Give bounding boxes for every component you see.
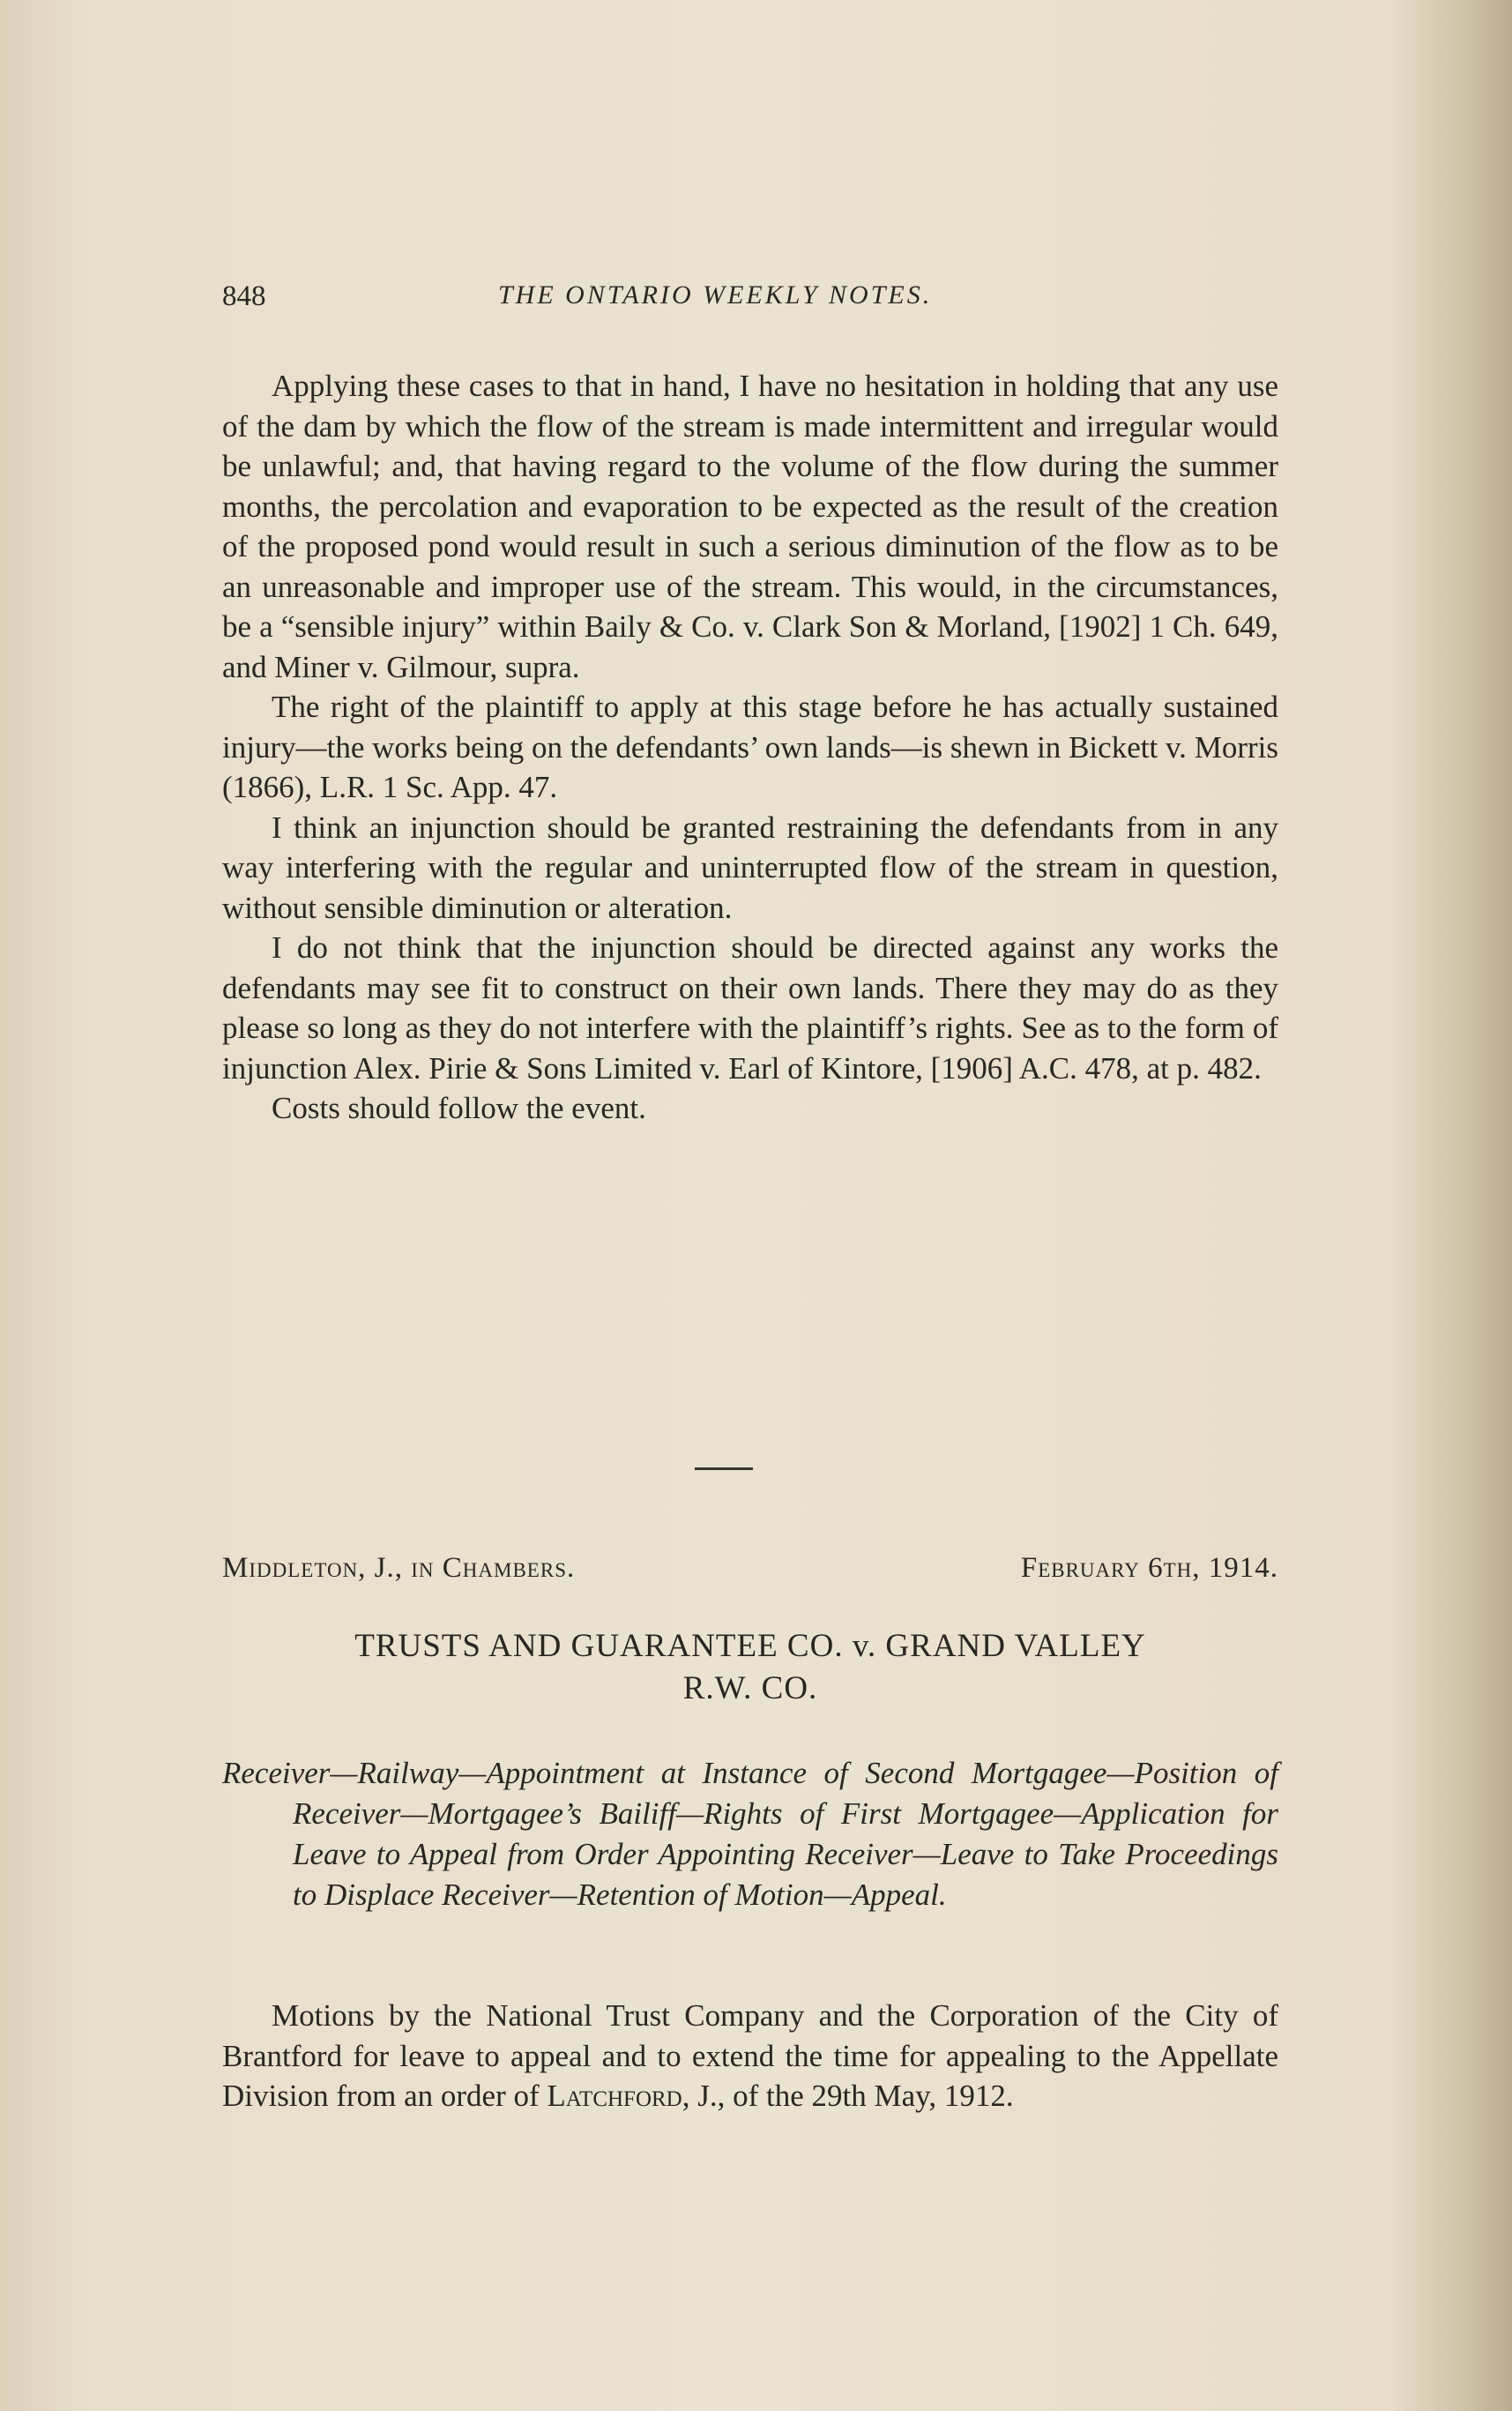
motion-text: Motions by the National Trust Company and the Corporation of the City of Brantford for leave to appeal and to extend the time for appealing to the Appellate Division from an order of — [222, 1998, 1278, 2113]
page-number: 848 — [222, 280, 266, 312]
paragraph: I think an injunction should be granted restraining the defendants from in any way interfering with the regular and uninterrupted flow of the stream in question, without sensible diminution or alteration. — [222, 810, 1278, 925]
motion-text: , J., of the 29th May, 1912. — [682, 2079, 1014, 2113]
paragraph: Costs should follow the event. — [272, 1091, 646, 1125]
court-line: Middleton, J., in Chambers. — [222, 1552, 576, 1584]
paragraph: The right of the plaintiff to apply at this stage before he has actually sustained injury—the works being on the defendants’ own lands—is shewn in Bickett v. Morris (1866), L.R. 1 Sc. App. 47. — [222, 690, 1278, 804]
judgment-body — [222, 366, 1278, 1129]
case-title-line: R.W. CO. — [682, 1670, 818, 1706]
paragraph: Applying these cases to that in hand, I have no hesitation in holding that any use of the dam by which the flow of the stream is made intermittent and irregular would be unlawful; and, that having regard to the volume of the flow during the summer months, the percolation and evaporation to be expected as the result of the creation of the proposed pond would result in such a serious diminution of the flow as to be an unreasonable and improper use of the stream. This would, in the circumstances, be a “sensible injury” within Baily & Co. v. Clark Son & Morland, [1902] 1 Ch. 649, and Miner v. Gilmour, supra. — [222, 369, 1278, 684]
running-head — [222, 280, 1278, 325]
paragraph — [222, 1996, 1278, 2116]
case-title-line: TRUSTS AND GUARANTEE CO. v. GRAND VALLEY — [354, 1628, 1146, 1664]
journal-title: THE ONTARIO WEEKLY NOTES. — [498, 280, 933, 310]
case-heading-line — [222, 1552, 1278, 1591]
judge-name: Latchford — [547, 2079, 682, 2113]
date-line: February 6th, 1914. — [1020, 1552, 1278, 1584]
headnote: Receiver—Railway—Appointment at Instance of Second Mortgagee—Position of Receiver—Mortgagee’s Bailiff—Rights of First Mortgagee—Application for Leave to Appeal from Order Appointing Receiver—Leave to Take Proceedings to Displace Receiver—Retention of Motion—Appeal. — [222, 1756, 1278, 1912]
case-title — [222, 1625, 1278, 1710]
section-divider — [695, 1467, 753, 1470]
motions-paragraph — [222, 1996, 1278, 2116]
paragraph: I do not think that the injunction should be directed against any works the defendants may see fit to construct on their own lands. There they may do as they please so long as they do not interfere with the plaintiff’s rights. See as to the form of injunction Alex. Pirie & Sons Limited v. Earl of Kintore, [1906] A.C. 478, at p. 482. — [222, 930, 1278, 1086]
